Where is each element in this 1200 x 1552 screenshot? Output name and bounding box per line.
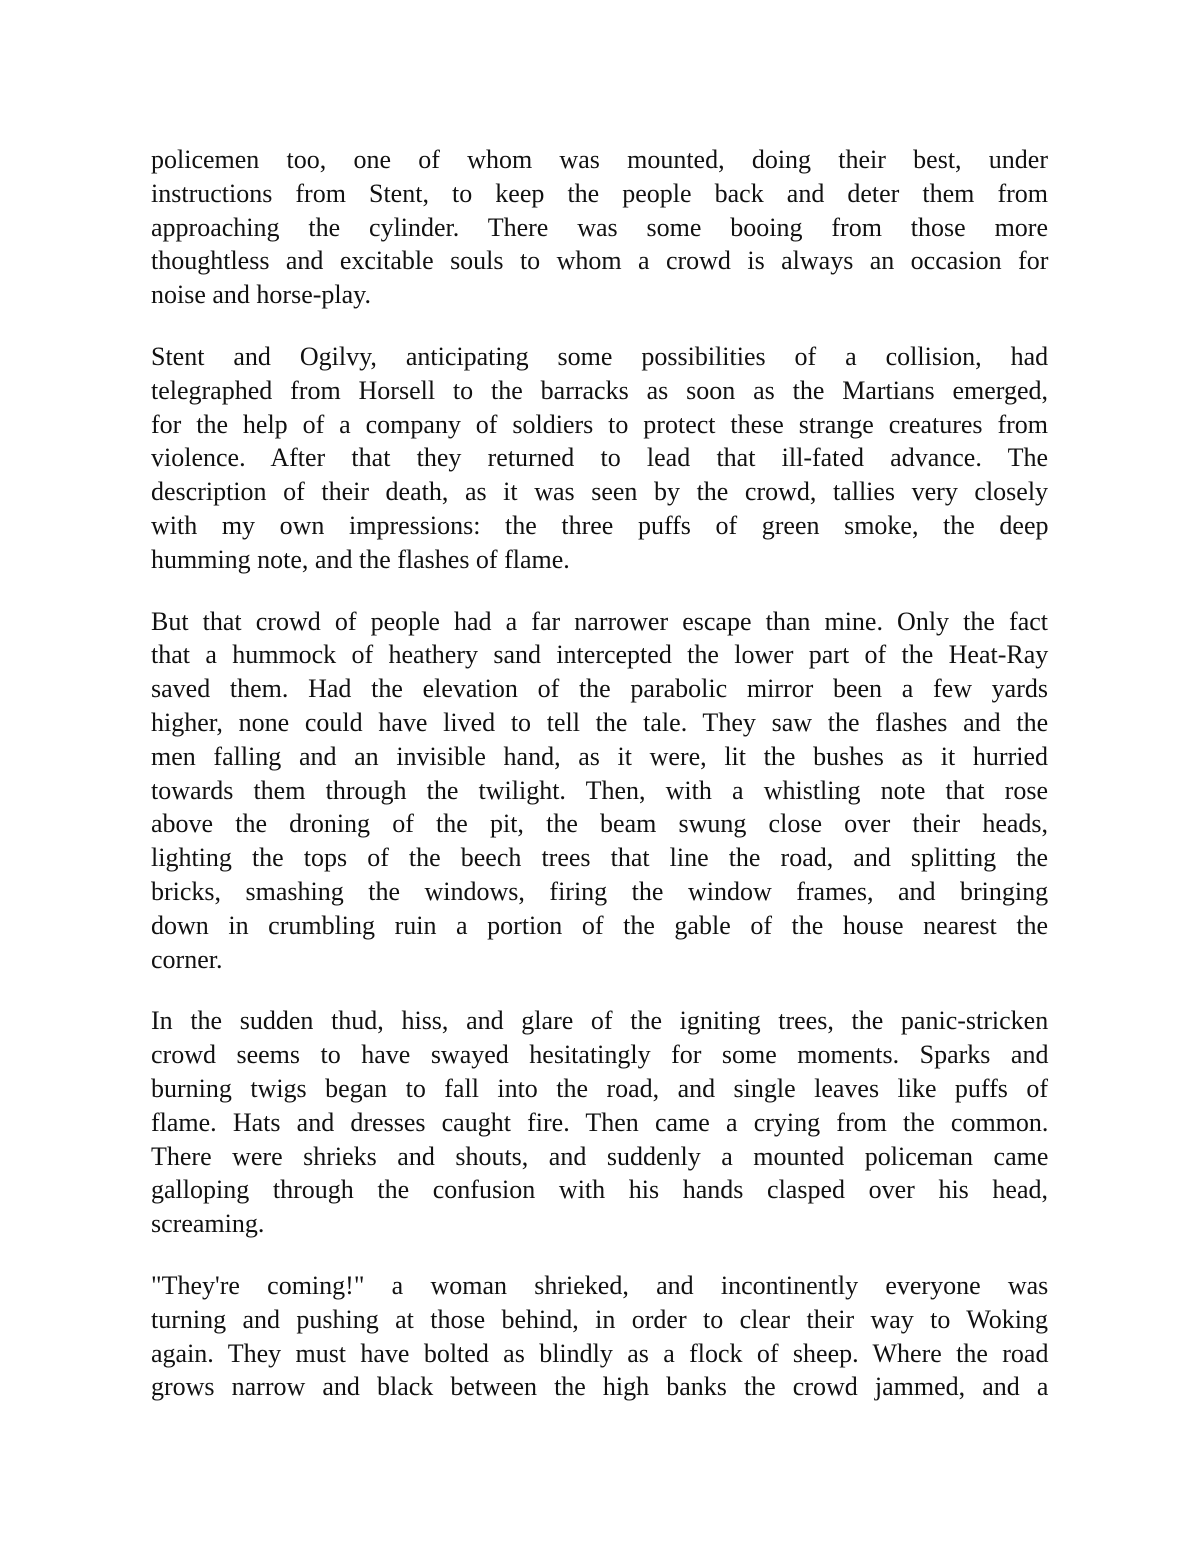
text-line: humming note, and the flashes of flame. [151,544,570,574]
text-line: men falling and an invisible hand, as it were, lit the bushes as it hurried [151,741,1048,771]
text-line: instructions from Stent, to keep the people back and deter them from [151,178,1048,208]
text-line: saved them. Had the elevation of the parabolic mirror been a few yards [151,674,1048,704]
text-line: burning twigs began to fall into the road, and single leaves like puffs of [151,1073,1048,1103]
document-page [151,143,1048,1432]
text-line: description of their death, as it was seen by the crowd, tallies very closely [151,477,1049,507]
text-line: that a hummock of heathery sand intercepted the lower part of the Heat-Ray [151,640,1049,670]
paragraph [151,605,1048,977]
text-line: policemen too, one of whom was mounted, doing their best, under [151,145,1048,174]
text-line: again. They must have bolted as blindly as a flock of sheep. Where the road [151,1338,1049,1368]
paragraph [151,1269,1048,1404]
text-line: flame. Hats and dresses caught fire. Then came a crying from the common. [151,1107,1049,1137]
text-line: galloping through the confusion with his hands clasped over his head, [151,1175,1048,1205]
text-line: above the droning of the pit, the beam swung close over their heads, [151,809,1049,839]
text-line: for the help of a company of soldiers to protect these strange creatures from [151,409,1048,439]
text-line: down in crumbling ruin a portion of the gable of the house nearest the [151,910,1049,940]
text-line: screaming. [151,1209,265,1239]
text-line: telegraphed from Horsell to the barracks as soon as the Martians emerged, [151,375,1049,405]
paragraph [151,340,1048,577]
text-line: violence. After that they returned to lead that ill-fated advance. The [151,443,1048,473]
paragraph [151,1004,1048,1241]
text-line: corner. [151,944,223,974]
text-line: thoughtless and excitable souls to whom a crowd is always an occasion for [151,246,1049,276]
text-line: "They're coming!" a woman shrieked, and incontinently everyone was [151,1270,1049,1300]
text-line: crowd seems to have swayed hesitatingly for some moments. Sparks and [151,1040,1049,1070]
text-line: towards them through the twilight. Then, with a whistling note that rose [151,775,1048,805]
text-line: bricks, smashing the windows, firing the window frames, and bringing [151,876,1049,906]
text-line: grows narrow and black between the high banks the crowd jammed, and a [151,1372,1049,1402]
text-line: turning and pushing at those behind, in order to clear their way to Woking [151,1304,1048,1334]
text-line: lighting the tops of the beech trees that line the road, and splitting the [151,843,1048,873]
text-line: with my own impressions: the three puffs of green smoke, the deep [151,510,1049,540]
paragraph [151,143,1048,312]
text-line: In the sudden thud, hiss, and glare of the igniting trees, the panic-stricken [151,1006,1049,1036]
text-line: approaching the cylinder. There was some booing from those more [151,212,1048,242]
text-line: Stent and Ogilvy, anticipating some possibilities of a collision, had [151,341,1049,371]
text-line: But that crowd of people had a far narrower escape than mine. Only the fact [151,606,1048,636]
text-line: higher, none could have lived to tell the tale. They saw the flashes and the [151,707,1049,737]
text-line: There were shrieks and shouts, and suddenly a mounted policeman came [151,1141,1049,1171]
text-line: noise and horse-play. [151,280,371,310]
